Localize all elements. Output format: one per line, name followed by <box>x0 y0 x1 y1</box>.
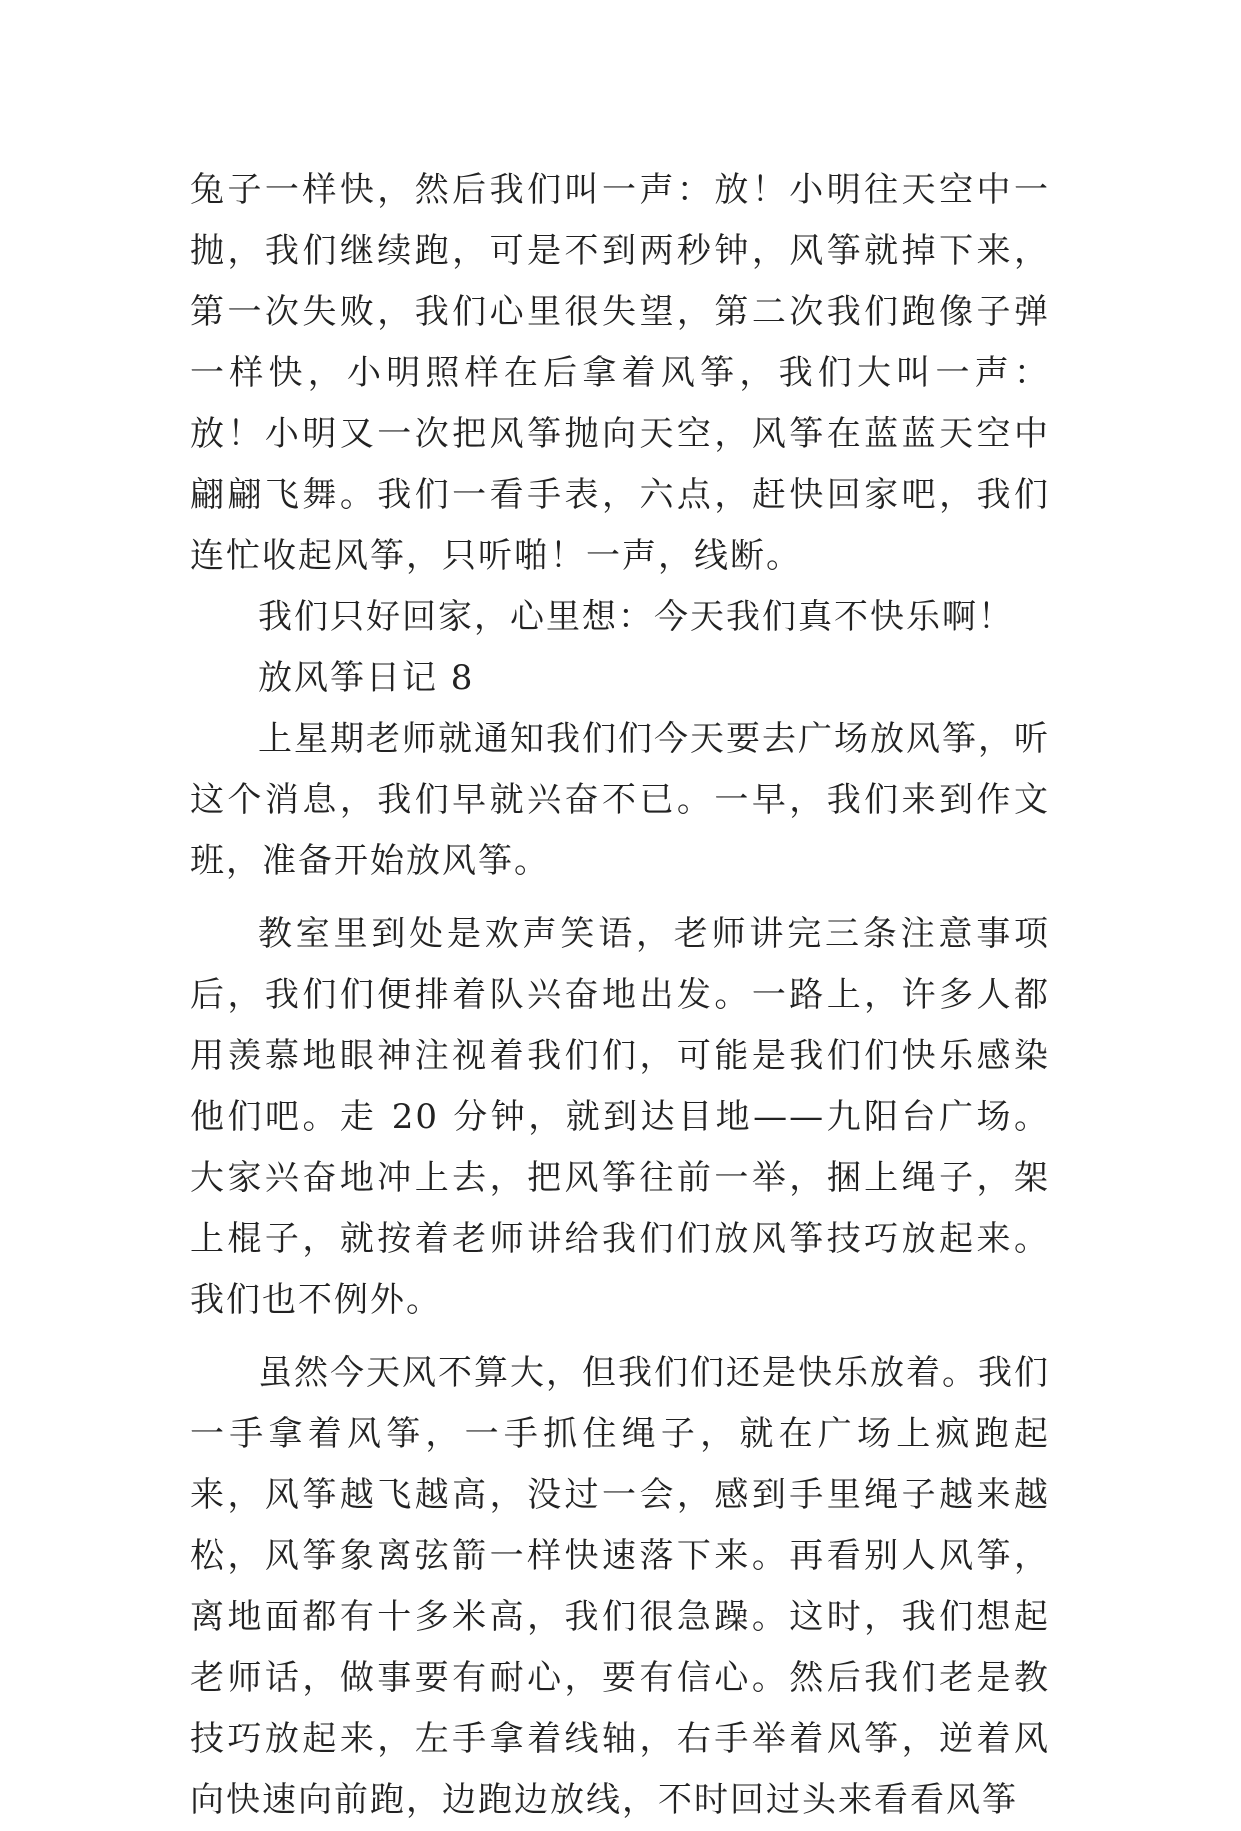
document-body <box>190 160 1050 1831</box>
paragraph-going-home: 我们只好回家，心里想：今天我们真不快乐啊！ <box>258 597 1014 637</box>
paragraph-flying: 虽然今天风不算大，但我们们还是快乐放着。我们一手拿着风筝，一手抓住绳子，就在广场上疯跑起来，风筝越飞越高，没过一会，感到手里绳子越来越松，风筝象离弦箭一样快速落下来。再看别人风筝，离地面都有十多米高，我们很急躁。这时，我们想起老师话，做事要有耐心，要有信心。然后我们老是教技巧放起来，左手拿着线轴，右手举着风筝，逆着风向快速向前跑，边跑边放线，不时回过头来看看风筝 <box>190 1353 1050 1820</box>
paragraph-notice: 上星期老师就通知我们们今天要去广场放风筝，听这个消息，我们早就兴奋不已。一早，我们来到作文班，准备开始放风筝。 <box>190 719 1050 881</box>
paragraph-continued: 兔子一样快，然后我们叫一声：放！小明往天空中一抛，我们继续跑，可是不到两秒钟，风筝就掉下来，第一次失败，我们心里很失望，第二次我们跑像子弹一样快，小明照样在后拿着风筝，我们大叫一声：放！小明又一次把风筝抛向天空，风筝在蓝蓝天空中翩翩飞舞。我们一看手表，六点，赶快回家吧，我们连忙收起风筝，只听啪！一声，线断。 <box>190 170 1050 576</box>
paragraph-classroom: 教室里到处是欢声笑语，老师讲完三条注意事项后，我们们便排着队兴奋地出发。一路上，许多人都用羡慕地眼神注视着我们们，可能是我们们快乐感染他们吧。走 20 分钟，就到达目地——九阳台广场。大家兴奋地冲上去，把风筝往前一举，捆上绳子，架上棍子，就按着老师讲给我们们放风筝技巧放起来。我们也不例外。 <box>190 914 1050 1320</box>
diary-heading: 放风筝日记 8 <box>258 658 475 698</box>
